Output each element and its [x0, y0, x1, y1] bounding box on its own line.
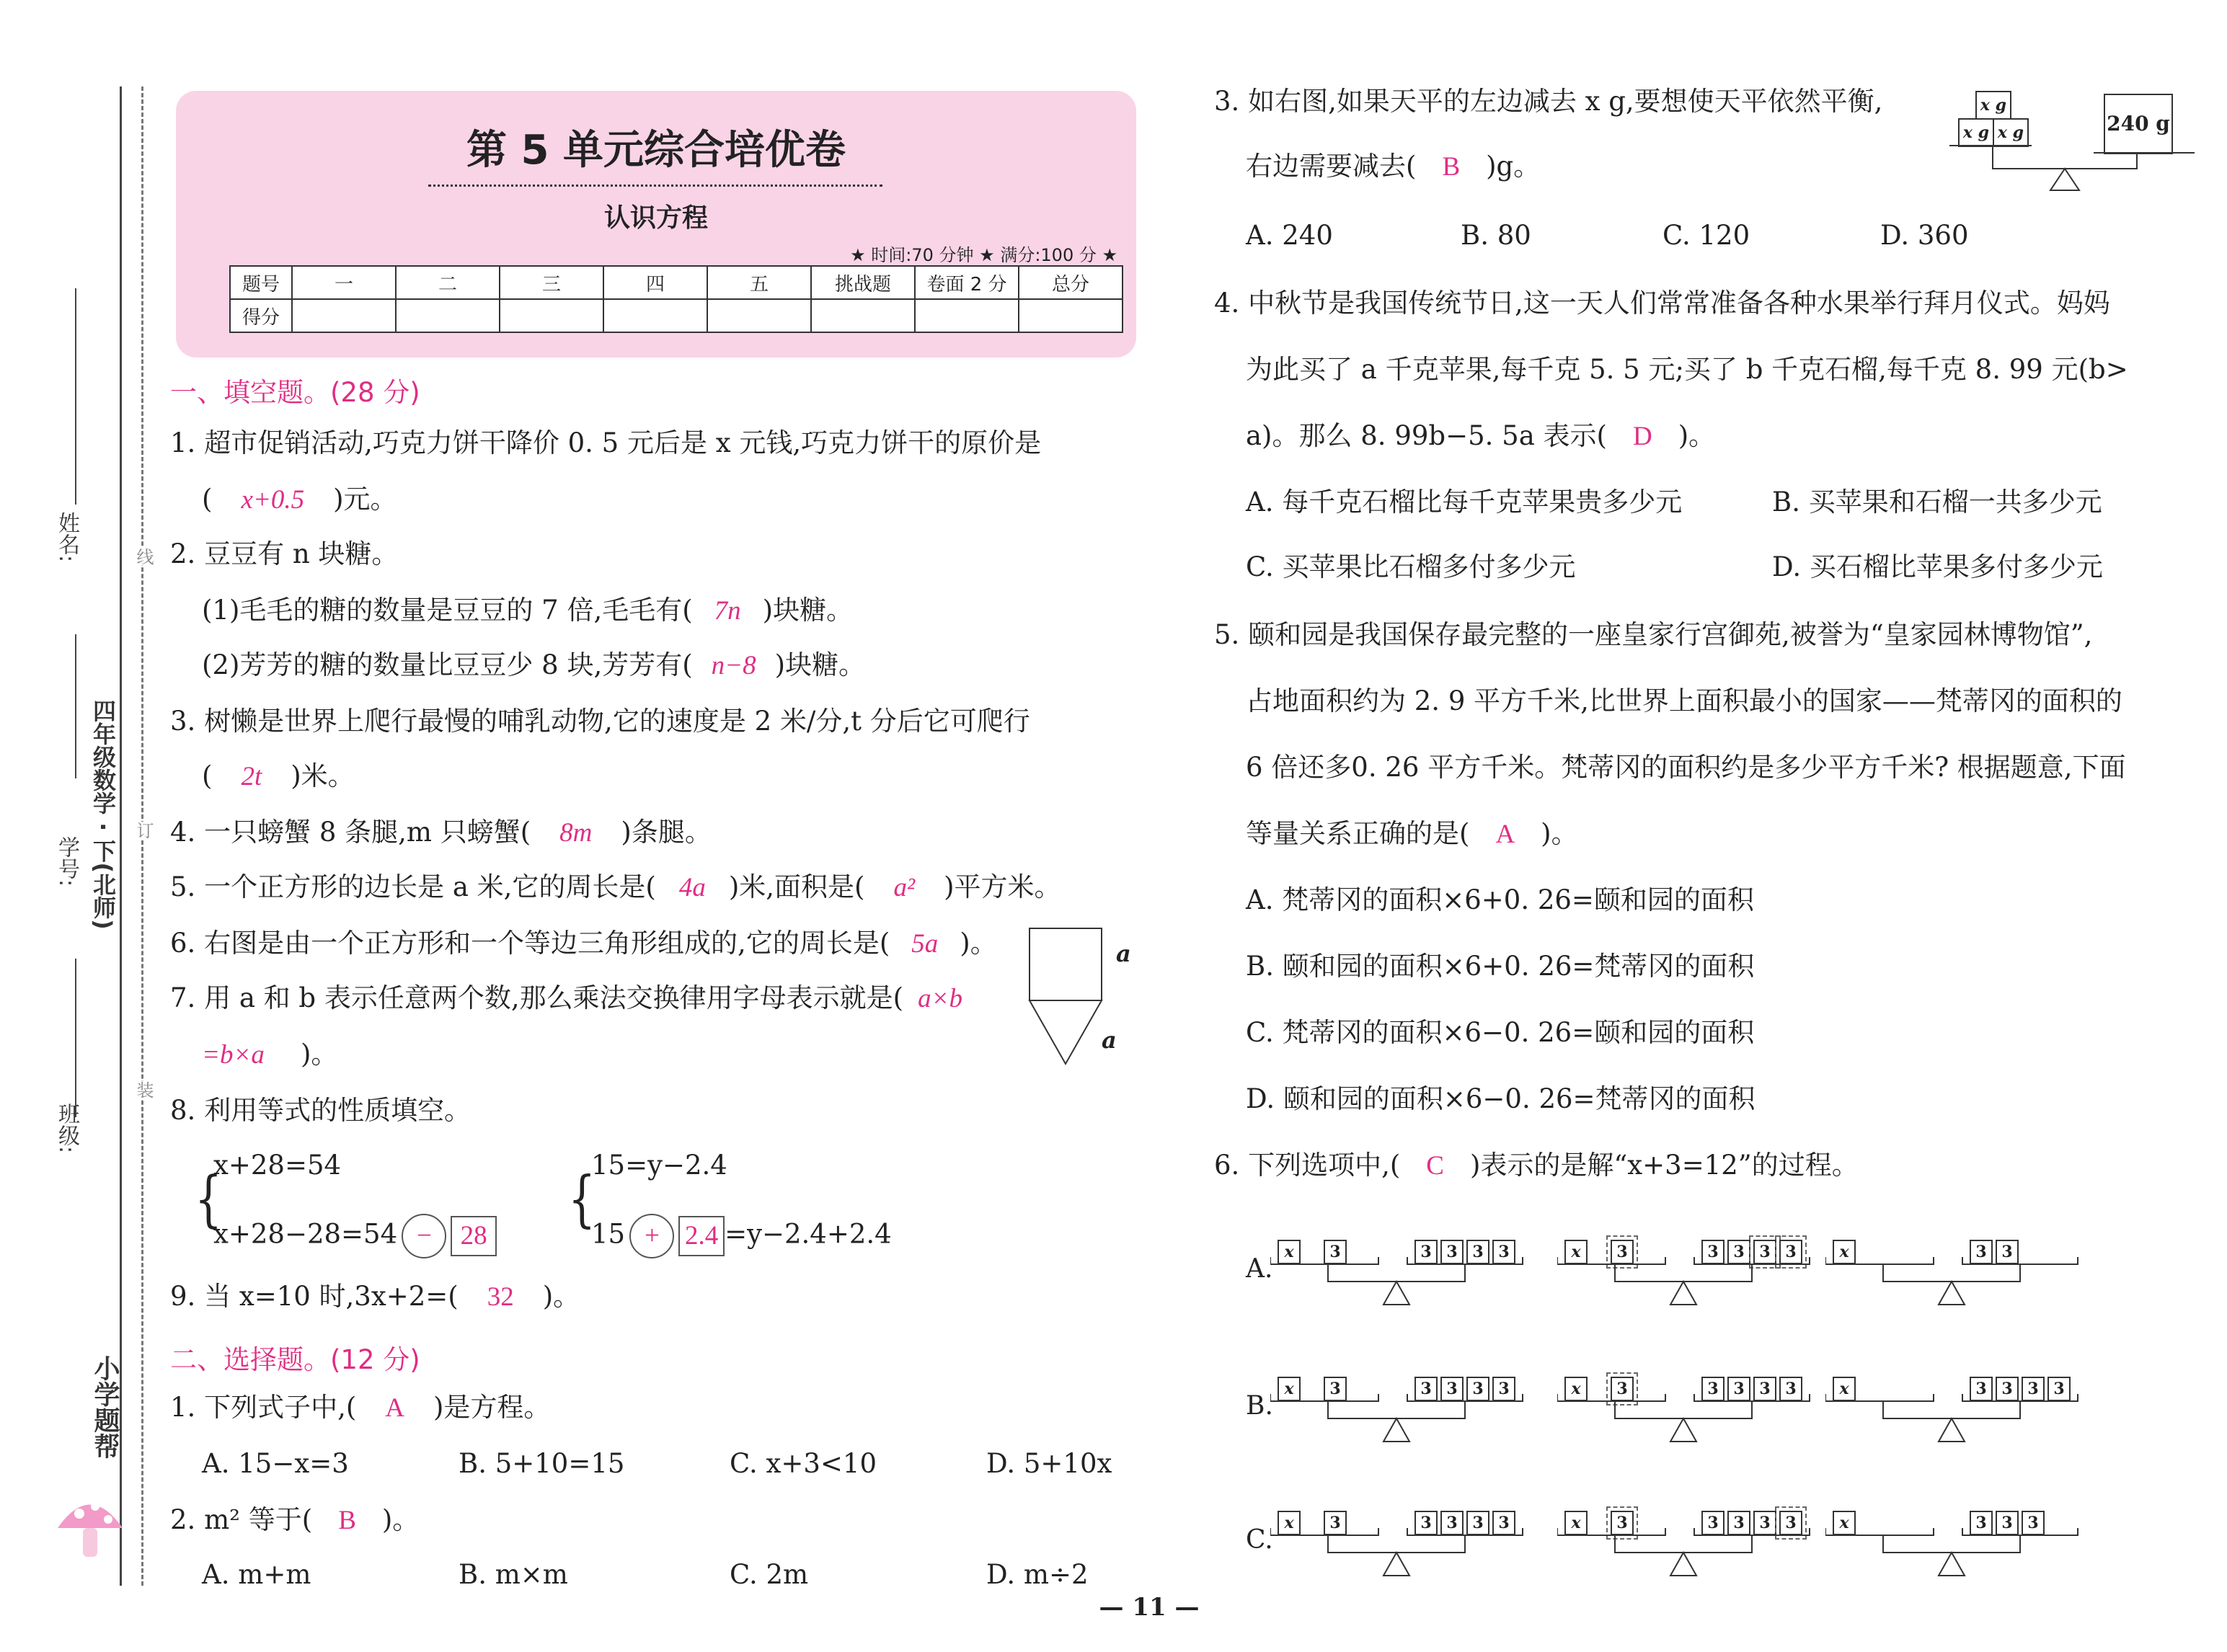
- score-cell: 五: [707, 266, 811, 299]
- s1-q1-line2: ( x+0.5 )元。: [202, 484, 397, 515]
- balance-scale: [1825, 1496, 2085, 1590]
- weight-3: 3: [1466, 1377, 1489, 1401]
- s2-q2-opt-d: D. m÷2: [986, 1559, 1089, 1590]
- weight-x: x: [1564, 1511, 1588, 1535]
- s1-q8-r1: 15=y−2.4: [591, 1150, 727, 1181]
- s2-q4-opt-d: D. 买石榴比苹果多付多少元: [1772, 551, 2103, 582]
- weight-x: x: [1833, 1511, 1856, 1535]
- page-title: 第 5 单元综合培优卷: [466, 127, 846, 174]
- s2-q3-line1: 3. 如右图,如果天平的左边减去 x g,要想使天平依然平衡,: [1214, 86, 1883, 117]
- s2-q4-line3: a)。那么 8. 99b−5. 5a 表示( D )。: [1246, 420, 1716, 451]
- weight-3: 3: [1440, 1511, 1464, 1535]
- balance-option-label: B.: [1246, 1391, 1273, 1421]
- answer: C: [1426, 1151, 1444, 1181]
- s1-q2: 2. 豆豆有 n 块糖。: [170, 538, 399, 569]
- s2-q1-opt-c: C. x+3<10: [730, 1448, 877, 1479]
- s2-q5-line2: 占地面积约为 2. 9 平方千米,比世界上面积最小的国家——梵蒂冈的面积的: [1246, 685, 2122, 716]
- weight-3: 3: [1492, 1511, 1515, 1535]
- weight-3: 3: [1779, 1377, 1802, 1401]
- weight-3: 3: [1753, 1240, 1776, 1264]
- weight-3: 3: [2022, 1511, 2045, 1535]
- score-cell: 三: [500, 266, 603, 299]
- s2-q2-opt-b: B. m×m: [459, 1559, 568, 1590]
- score-input-cell[interactable]: [707, 299, 811, 332]
- balance-scale: [1270, 1225, 1530, 1319]
- weight-3: 3: [1324, 1511, 1347, 1535]
- weight-3: 3: [1324, 1240, 1347, 1264]
- balance-beam-icon: [1270, 1362, 1530, 1456]
- score-input-cell[interactable]: [1019, 299, 1123, 332]
- balance-scale: [1557, 1225, 1817, 1319]
- score-cell: 总分: [1019, 266, 1123, 299]
- answer-circle: −: [402, 1214, 446, 1258]
- answer: D: [1632, 422, 1652, 451]
- score-table-score-row: [230, 299, 1123, 332]
- answer: 7n: [714, 596, 741, 626]
- s2-q5-opt-c: C. 梵蒂冈的面积×6−0. 26=颐和园的面积: [1246, 1017, 1755, 1048]
- weight-x: x: [1564, 1240, 1588, 1264]
- answer: 8m: [559, 818, 593, 848]
- score-table-header-row: [230, 266, 1123, 299]
- s1-q4: 4. 一只螃蟹 8 条腿,m 只螃蟹( 8m )条腿。: [170, 817, 712, 848]
- logo-text: 小学题帮: [90, 1355, 120, 1459]
- class-label: 班级:: [54, 1103, 79, 1154]
- score-cell: 题号: [230, 266, 292, 299]
- answer: a×b: [918, 984, 963, 1013]
- score-input-cell[interactable]: [292, 299, 396, 332]
- balance-beam-icon: [1270, 1496, 1530, 1590]
- balance-scale: [1557, 1362, 1817, 1456]
- weight-x: x: [1278, 1511, 1301, 1535]
- s1-q7-line1: 7. 用 a 和 b 表示任意两个数,那么乘法交换律用字母表示就是( a×b: [170, 982, 977, 1016]
- s2-q3-opt-b: B. 80: [1461, 220, 1531, 251]
- s2-q5-line3: 6 倍还多0. 26 平方千米。梵蒂冈的面积约是多少平方千米? 根据题意,下面: [1246, 752, 2126, 783]
- weight-3: 3: [1492, 1240, 1515, 1264]
- weight-x: x: [1564, 1377, 1588, 1401]
- page-number: — 11 —: [1099, 1593, 1200, 1622]
- weight-3: 3: [1727, 1240, 1750, 1264]
- answer: 32: [487, 1282, 514, 1312]
- weight-xg: x g: [1958, 118, 1994, 147]
- s2-q4-opt-a: A. 每千克石榴比每千克苹果贵多少元: [1246, 487, 1683, 518]
- s2-q1-opt-a: A. 15−x=3: [202, 1448, 349, 1479]
- s2-q6: 6. 下列选项中,( C )表示的是解“x+3=12”的过程。: [1214, 1150, 1859, 1181]
- s1-q2-1: (1)毛毛的糖的数量是豆豆的 7 倍,毛毛有( 7n )块糖。: [202, 595, 854, 626]
- mushroom-logo-icon: [50, 1485, 130, 1564]
- figure-side-label: a: [1102, 1026, 1117, 1054]
- weight-3: 3: [1466, 1240, 1489, 1264]
- answer: B: [338, 1506, 356, 1535]
- title-divider: [428, 185, 882, 187]
- balance-scale: [1825, 1362, 2085, 1456]
- answer: 2t: [241, 762, 262, 791]
- s2-q1-opt-b: B. 5+10=15: [459, 1448, 625, 1479]
- score-cell: 卷面 2 分: [915, 266, 1019, 299]
- s1-q8-l1: x+28=54: [213, 1150, 342, 1181]
- s2-q2: 2. m² 等于( B )。: [170, 1504, 420, 1535]
- score-input-cell[interactable]: [500, 299, 603, 332]
- weight-3: 3: [1970, 1511, 1993, 1535]
- score-input-cell[interactable]: [603, 299, 707, 332]
- weight-3: 3: [1414, 1511, 1438, 1535]
- weight-3: 3: [1779, 1240, 1802, 1264]
- s2-q4-opt-b: B. 买苹果和石榴一共多少元: [1772, 487, 2102, 518]
- weight-3: 3: [1970, 1240, 1993, 1264]
- s1-q9: 9. 当 x=10 时,3x+2=( 32 )。: [170, 1281, 580, 1312]
- weight-3: 3: [1440, 1240, 1464, 1264]
- s1-q8-l2: x+28−28=54 − 28: [213, 1214, 497, 1258]
- balance-beam-icon: [1557, 1496, 1817, 1590]
- balance-beam-icon: [1557, 1362, 1817, 1456]
- name-underline: [75, 288, 76, 505]
- balance-figure: [1949, 86, 2195, 202]
- brace-left: {: [195, 1164, 223, 1235]
- balance-beam-icon: [1825, 1362, 2085, 1456]
- s1-q6: 6. 右图是由一个正方形和一个等边三角形组成的,它的周长是( 5a )。: [170, 928, 997, 959]
- s1-q2-2: (2)芳芳的糖的数量比豆豆少 8 块,芳芳有( n−8 )块糖。: [202, 649, 866, 680]
- balance-scale-icon: [1949, 144, 2195, 202]
- weight-3: 3: [1996, 1240, 2019, 1264]
- weight-240g: 240 g: [2104, 94, 2173, 154]
- weight-3: 3: [1996, 1377, 2019, 1401]
- balance-option-label: C.: [1246, 1525, 1273, 1555]
- weight-3: 3: [1611, 1377, 1634, 1401]
- binding-mark-3: 装: [131, 1081, 156, 1098]
- balance-scale: [1825, 1225, 2085, 1319]
- figure-side-label: a: [1116, 940, 1131, 967]
- weight-x: x: [1833, 1240, 1856, 1264]
- score-input-cell[interactable]: [396, 299, 500, 332]
- answer: B: [1442, 152, 1461, 182]
- weight-3: 3: [1779, 1511, 1802, 1535]
- weight-3: 3: [2022, 1377, 2045, 1401]
- s2-q2-opt-c: C. 2m: [730, 1559, 809, 1590]
- weight-3: 3: [1701, 1377, 1725, 1401]
- balance-beam-icon: [1825, 1496, 2085, 1590]
- s2-q3-opt-d: D. 360: [1880, 220, 1969, 251]
- weight-3: 3: [1970, 1377, 1993, 1401]
- s2-q4-line2: 为此买了 a 千克苹果,每千克 5. 5 元;买了 b 千克石榴,每千克 8. 99 元(b>: [1246, 354, 2128, 385]
- weight-3: 3: [1611, 1511, 1634, 1535]
- weight-3: 3: [1414, 1240, 1438, 1264]
- score-cell: 一: [292, 266, 396, 299]
- s2-q3-opt-a: A. 240: [1246, 220, 1333, 251]
- weight-3: 3: [1324, 1377, 1347, 1401]
- binding-mark-2: 订: [131, 822, 156, 839]
- weight-3: 3: [1753, 1511, 1776, 1535]
- answer: =b×a: [202, 1040, 265, 1070]
- answer: 5a: [911, 929, 939, 959]
- score-input-cell[interactable]: [811, 299, 915, 332]
- s1-q3-line1: 3. 树懒是世界上爬行最慢的哺乳动物,它的速度是 2 米/分,t 分后它可爬行: [170, 706, 1030, 737]
- weight-3: 3: [1414, 1377, 1438, 1401]
- name-label: 姓名:: [54, 512, 79, 563]
- s2-q1: 1. 下列式子中,( A )是方程。: [170, 1392, 551, 1423]
- s2-q2-opt-a: A. m+m: [202, 1559, 311, 1590]
- s2-q5-opt-b: B. 颐和园的面积×6+0. 26=梵蒂冈的面积: [1246, 951, 1755, 982]
- s1-q1-line1: 1. 超市促销活动,巧克力饼干降价 0. 5 元后是 x 元钱,巧克力饼干的原价是: [170, 427, 1042, 458]
- answer: n−8: [711, 651, 756, 680]
- score-input-cell[interactable]: [915, 299, 1019, 332]
- s2-q5-opt-d: D. 颐和园的面积×6−0. 26=梵蒂冈的面积: [1246, 1083, 1756, 1114]
- answer: a²: [893, 873, 916, 902]
- course-label: 四年级数学 · 下(北师): [89, 699, 117, 930]
- student-no-label: 学号:: [54, 836, 79, 887]
- weight-3: 3: [1440, 1377, 1464, 1401]
- weight-x: x: [1278, 1240, 1301, 1264]
- answer-circle: +: [629, 1214, 674, 1258]
- s2-q3-line2: 右边需要减去( B )g。: [1246, 151, 1541, 182]
- s2-q4-line1: 4. 中秋节是我国传统节日,这一天人们常常准备各种水果举行拜月仪式。妈妈: [1214, 288, 2110, 319]
- balance-scale: [1557, 1496, 1817, 1590]
- page-subtitle: 认识方程: [603, 203, 708, 233]
- answer-box: 2.4: [678, 1216, 725, 1256]
- binding-strip: [0, 0, 166, 1652]
- s1-q7-line2: =b×a )。: [202, 1039, 338, 1070]
- s1-q3-line2: ( 2t )米。: [202, 760, 355, 791]
- balance-option-label: A.: [1246, 1254, 1273, 1284]
- weight-3: 3: [1492, 1377, 1515, 1401]
- weight-3: 3: [1701, 1511, 1725, 1535]
- s2-q3-opt-c: C. 120: [1662, 220, 1750, 251]
- score-table: [229, 265, 1123, 333]
- answer-box: 28: [451, 1216, 497, 1256]
- score-cell: 二: [396, 266, 500, 299]
- s1-q8: 8. 利用等式的性质填空。: [170, 1095, 471, 1126]
- balance-scale: [1270, 1362, 1530, 1456]
- section1-title: 一、填空题。(28 分): [170, 377, 420, 408]
- answer: 4a: [678, 873, 706, 902]
- balance-beam-icon: [1270, 1225, 1530, 1319]
- weight-xg: x g: [1993, 118, 2029, 147]
- s2-q5-opt-a: A. 梵蒂冈的面积×6+0. 26=颐和园的面积: [1246, 884, 1754, 915]
- s2-q5-line4: 等量关系正确的是( A )。: [1246, 818, 1578, 849]
- brace-right: {: [568, 1164, 596, 1235]
- balance-scale: [1270, 1496, 1530, 1590]
- student-no-underline: [75, 634, 76, 778]
- weight-3: 3: [1701, 1240, 1725, 1264]
- weight-3: 3: [1996, 1511, 2019, 1535]
- weight-xg: x g: [1975, 91, 2011, 120]
- score-cell: 挑战题: [811, 266, 915, 299]
- balance-beam-icon: [1825, 1225, 2085, 1319]
- weight-3: 3: [1753, 1377, 1776, 1401]
- exam-meta: ★ 时间:70 分钟 ★ 满分:100 分 ★: [850, 245, 1117, 265]
- s2-q1-opt-d: D. 5+10x: [986, 1448, 1112, 1479]
- class-underline: [75, 959, 76, 1117]
- answer: A: [1495, 820, 1515, 849]
- balance-beam-icon: [1557, 1225, 1817, 1319]
- weight-3: 3: [1727, 1511, 1750, 1535]
- s1-q5: 5. 一个正方形的边长是 a 米,它的周长是( 4a )米,面积是( a² )平方米。: [170, 871, 1061, 902]
- answer: x+0.5: [241, 485, 305, 515]
- s2-q5-line1: 5. 颐和园是我国保存最完整的一座皇家行宫御苑,被誉为“皇家园林博物馆”,: [1214, 619, 2093, 650]
- weight-x: x: [1833, 1377, 1856, 1401]
- weight-3: 3: [1611, 1240, 1634, 1264]
- weight-3: 3: [1466, 1511, 1489, 1535]
- score-cell: 得分: [230, 299, 292, 332]
- weight-x: x: [1278, 1377, 1301, 1401]
- weight-3: 3: [2047, 1377, 2071, 1401]
- weight-3: 3: [1727, 1377, 1750, 1401]
- s2-q4-opt-c: C. 买苹果比石榴多付多少元: [1246, 551, 1576, 582]
- s1-q8-r2: 15 + 2.4 =y−2.4+2.4: [591, 1214, 892, 1258]
- section2-title: 二、选择题。(12 分): [170, 1344, 420, 1375]
- score-cell: 四: [603, 266, 707, 299]
- binding-mark-1: 线: [131, 548, 156, 565]
- answer: A: [385, 1393, 404, 1423]
